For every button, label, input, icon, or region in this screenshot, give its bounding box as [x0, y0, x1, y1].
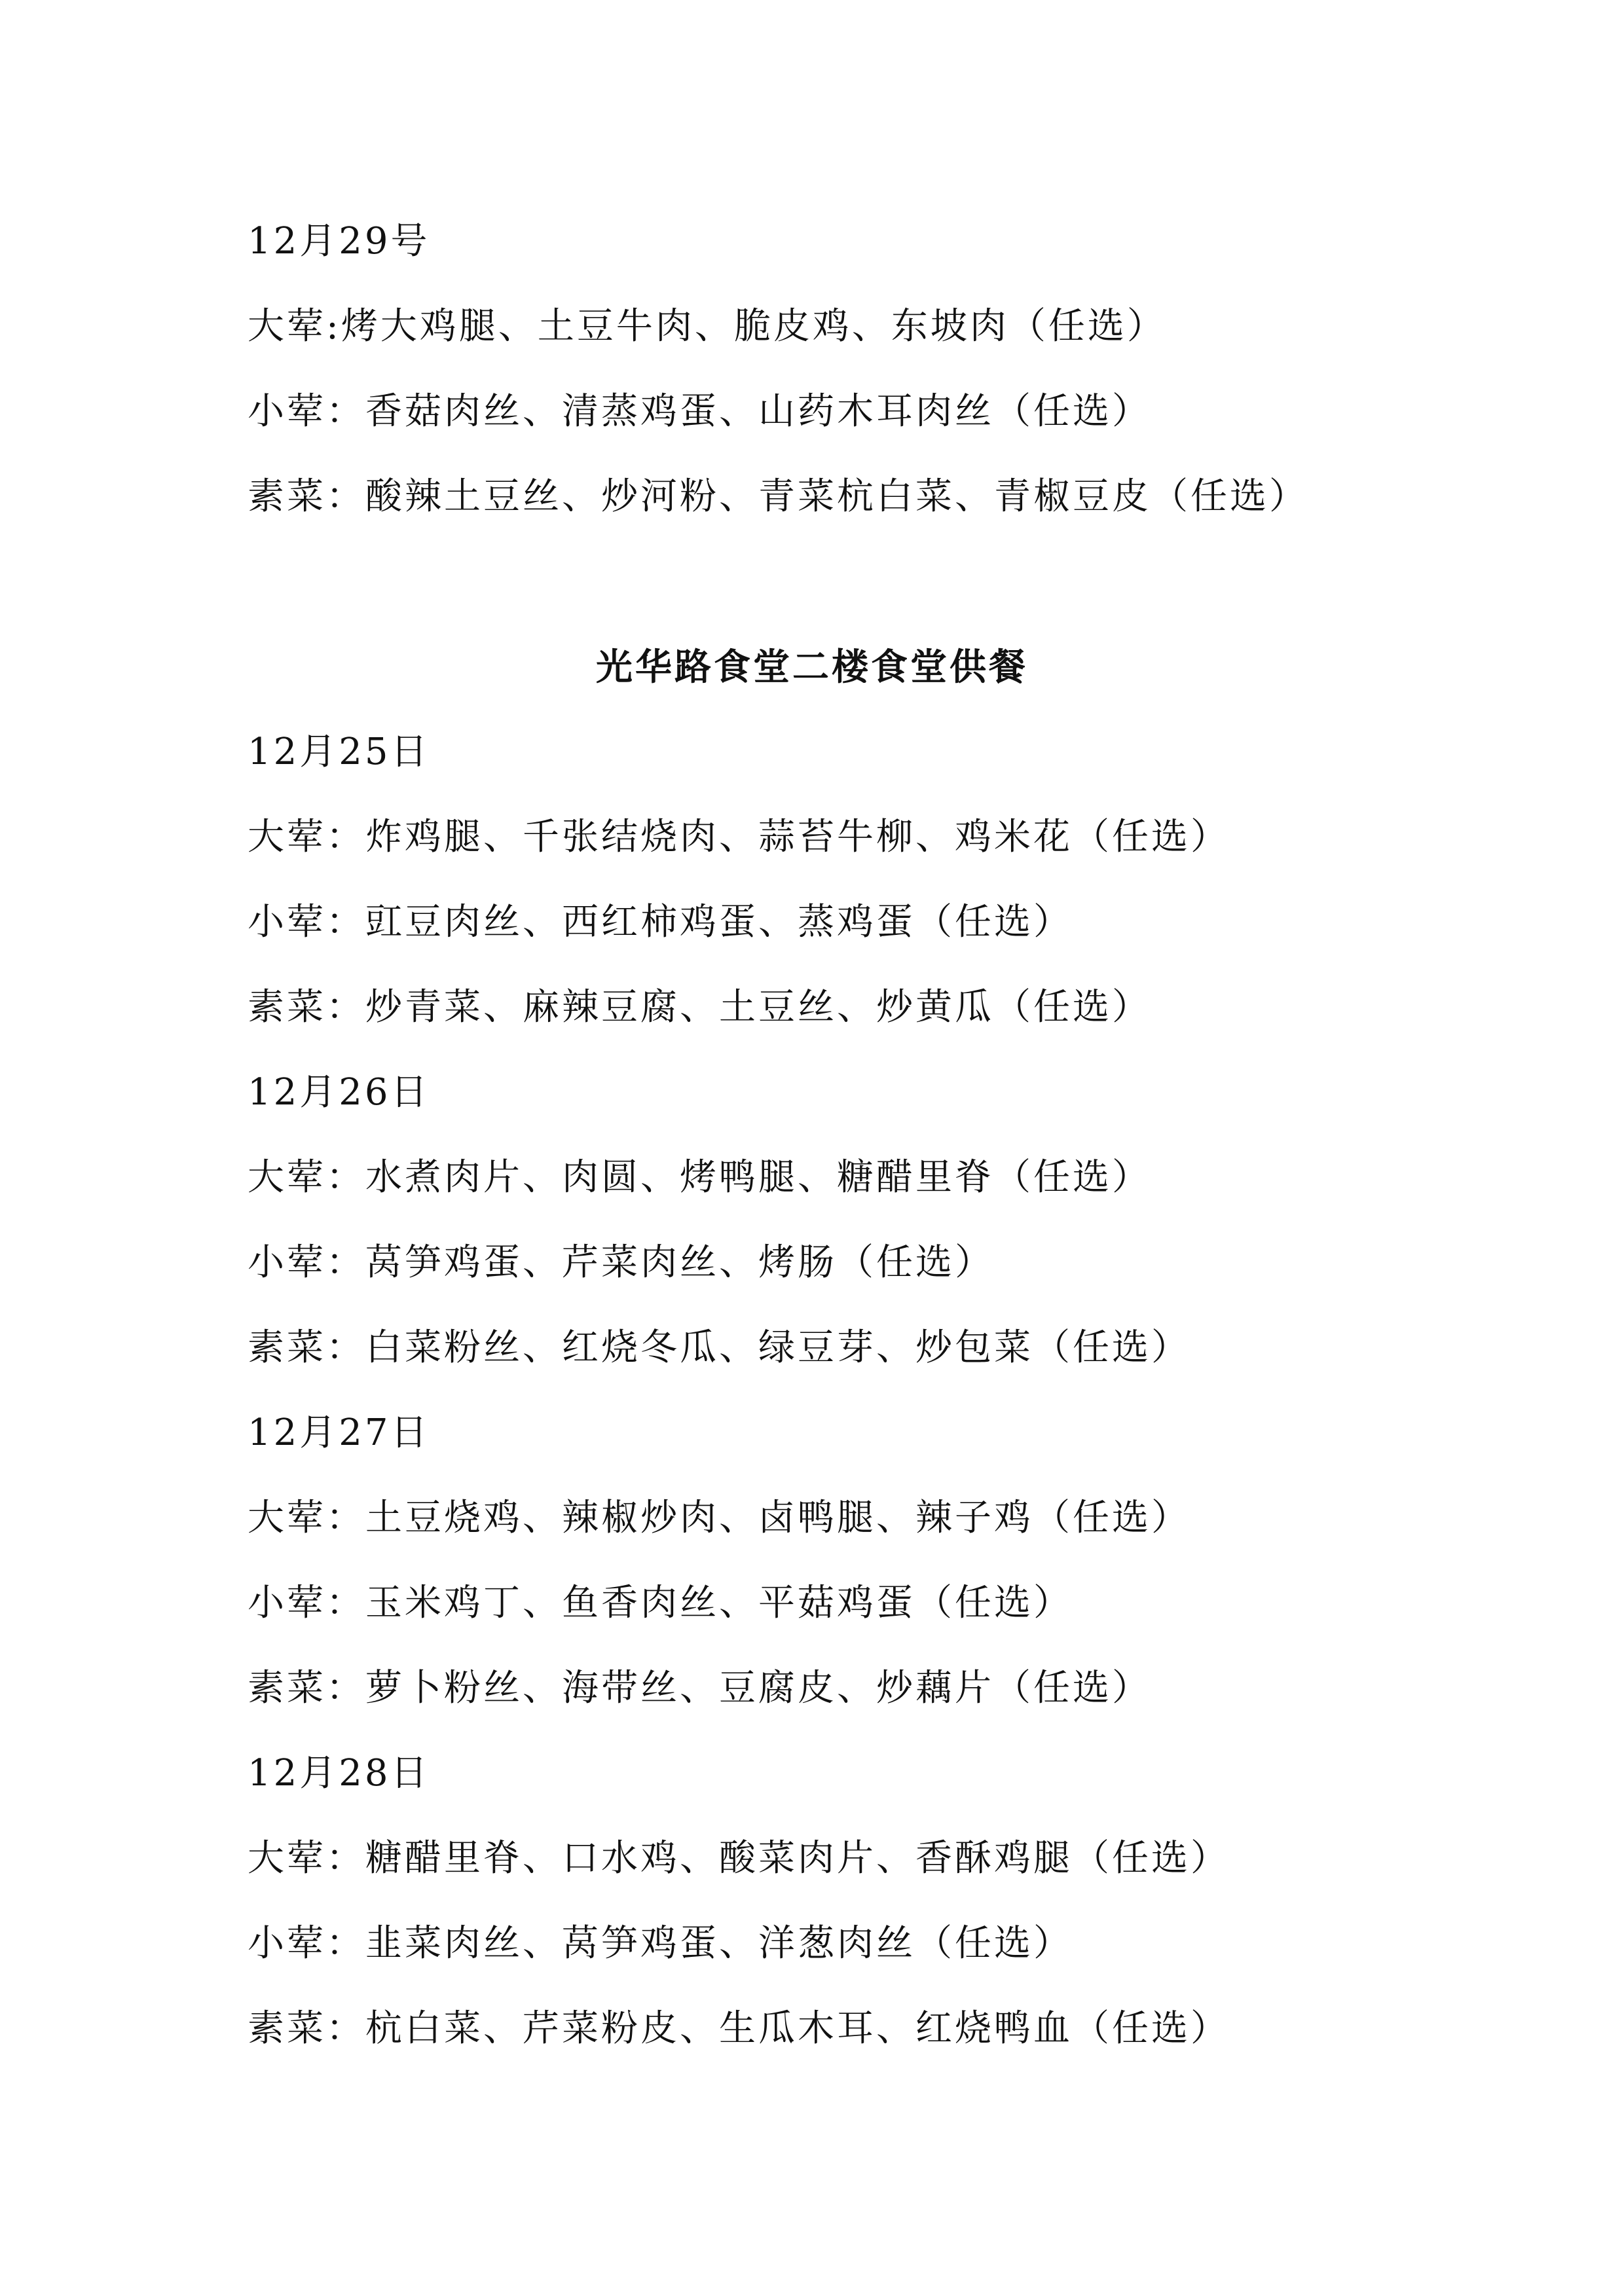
- menu-small-meat-dec29: 小荤：香菇肉丝、清蒸鸡蛋、山药木耳肉丝（任选）: [248, 390, 1151, 433]
- menu-large-meat-dec26: 大荤：水煮肉片、肉圆、烤鸭腿、糖醋里脊（任选）: [248, 1156, 1151, 1199]
- menu-large-meat-dec29: 大荤:烤大鸡腿、土豆牛肉、脆皮鸡、东坡肉（任选）: [248, 305, 1166, 348]
- menu-small-meat-dec26: 小荤：莴笋鸡蛋、芹菜肉丝、烤肠（任选）: [248, 1241, 994, 1284]
- section-heading-guanghua-canteen: 光华路食堂二楼食堂供餐: [596, 646, 1028, 689]
- menu-large-meat-dec28: 大荤：糖醋里脊、口水鸡、酸菜肉片、香酥鸡腿（任选）: [248, 1837, 1230, 1880]
- menu-date-dec28: 12月28日: [248, 1752, 430, 1795]
- menu-small-meat-dec28: 小荤：韭菜肉丝、莴笋鸡蛋、洋葱肉丝（任选）: [248, 1922, 1073, 1965]
- menu-small-meat-dec27: 小荤：玉米鸡丁、鱼香肉丝、平菇鸡蛋（任选）: [248, 1582, 1073, 1624]
- menu-vegetable-dec29: 素菜：酸辣土豆丝、炒河粉、青菜杭白菜、青椒豆皮（任选）: [248, 475, 1308, 518]
- menu-vegetable-dec25: 素菜：炒青菜、麻辣豆腐、土豆丝、炒黄瓜（任选）: [248, 986, 1151, 1029]
- menu-large-meat-dec27: 大荤：土豆烧鸡、辣椒炒肉、卤鸭腿、辣子鸡（任选）: [248, 1497, 1190, 1539]
- menu-vegetable-dec26: 素菜：白菜粉丝、红烧冬瓜、绿豆芽、炒包菜（任选）: [248, 1326, 1190, 1369]
- menu-vegetable-dec28: 素菜：杭白菜、芹菜粉皮、生瓜木耳、红烧鸭血（任选）: [248, 2007, 1230, 2050]
- menu-date-dec25: 12月25日: [248, 731, 430, 773]
- menu-large-meat-dec25: 大荤：炸鸡腿、千张结烧肉、蒜苔牛柳、鸡米花（任选）: [248, 816, 1230, 858]
- menu-date-dec27: 12月27日: [248, 1412, 430, 1454]
- menu-vegetable-dec27: 素菜：萝卜粉丝、海带丝、豆腐皮、炒藕片（任选）: [248, 1667, 1151, 1709]
- menu-small-meat-dec25: 小荤：豇豆肉丝、西红柿鸡蛋、蒸鸡蛋（任选）: [248, 901, 1073, 943]
- menu-date-dec26: 12月26日: [248, 1071, 430, 1114]
- menu-date-dec29: 12月29号: [248, 220, 430, 263]
